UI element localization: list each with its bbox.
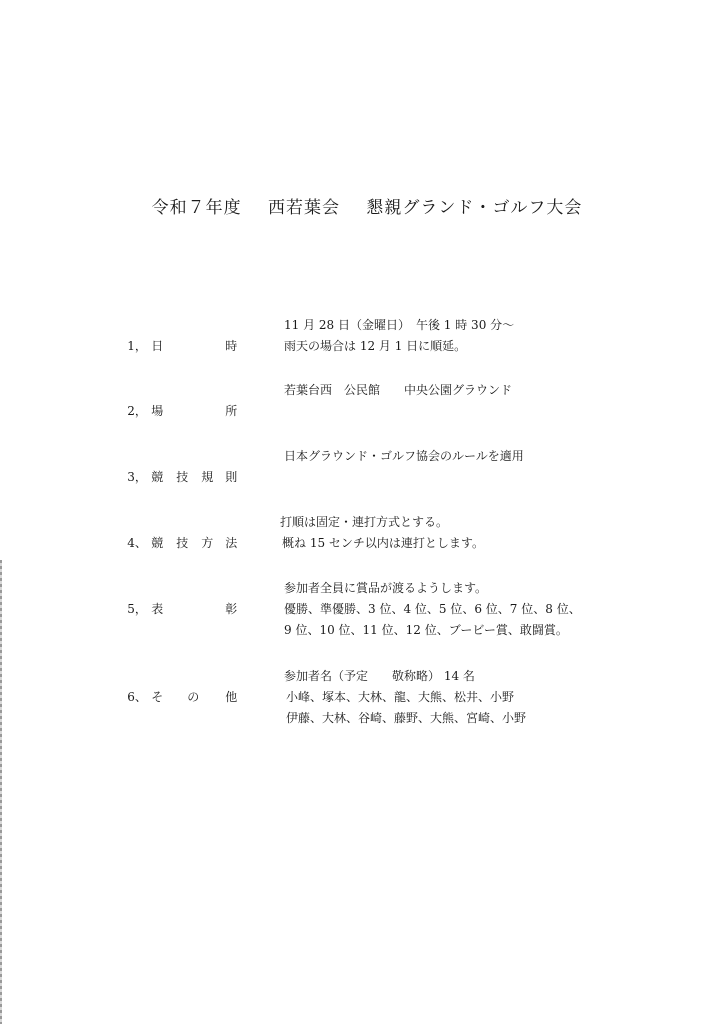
section-label: 3， 競 技 規 則: [127, 470, 238, 484]
title-year: 令和７年度: [151, 198, 242, 218]
section-body: 11 月 28 日（金曜日） 午後 1 時 30 分～ 雨天の場合は 12 月 1 日に順延。: [284, 318, 515, 353]
title-org: 西若葉会: [268, 198, 340, 218]
section-label: 6、 そ の 他: [127, 690, 238, 704]
document-title: [0, 193, 724, 218]
section-body: 打順は固定・連打方式とする。 概ね 15 センチ以内は連打とします。: [280, 515, 484, 550]
section-body: 若葉台西 公民館 中央公園グラウンド: [284, 383, 513, 397]
section-body: 参加者名（予定 敬称略） 14 名 小峰、塚本、大林、龍、大熊、松井、小野 伊藤、大林、谷崎、藤野、大熊、宮崎、小野: [284, 669, 527, 725]
section-label: 1， 日 時: [127, 339, 238, 353]
title-event: 懇親グランド・ゴルフ大会: [366, 198, 583, 218]
section-label: 5， 表 彰: [127, 602, 238, 616]
section-label: 2， 場 所: [127, 404, 238, 418]
section-body: 参加者全員に賞品が渡るようします。 優勝、準優勝、3 位、4 位、5 位、6 位、7 位、8 位、 9 位、10 位、11 位、12 位、ブービー賞、敢闘賞。: [284, 581, 581, 637]
section-body: 日本グラウンド・ゴルフ協会のルールを適用: [284, 449, 524, 463]
section-label: 4、 競 技 方 法: [127, 536, 238, 550]
scan-edge-artifact: [0, 560, 2, 1024]
